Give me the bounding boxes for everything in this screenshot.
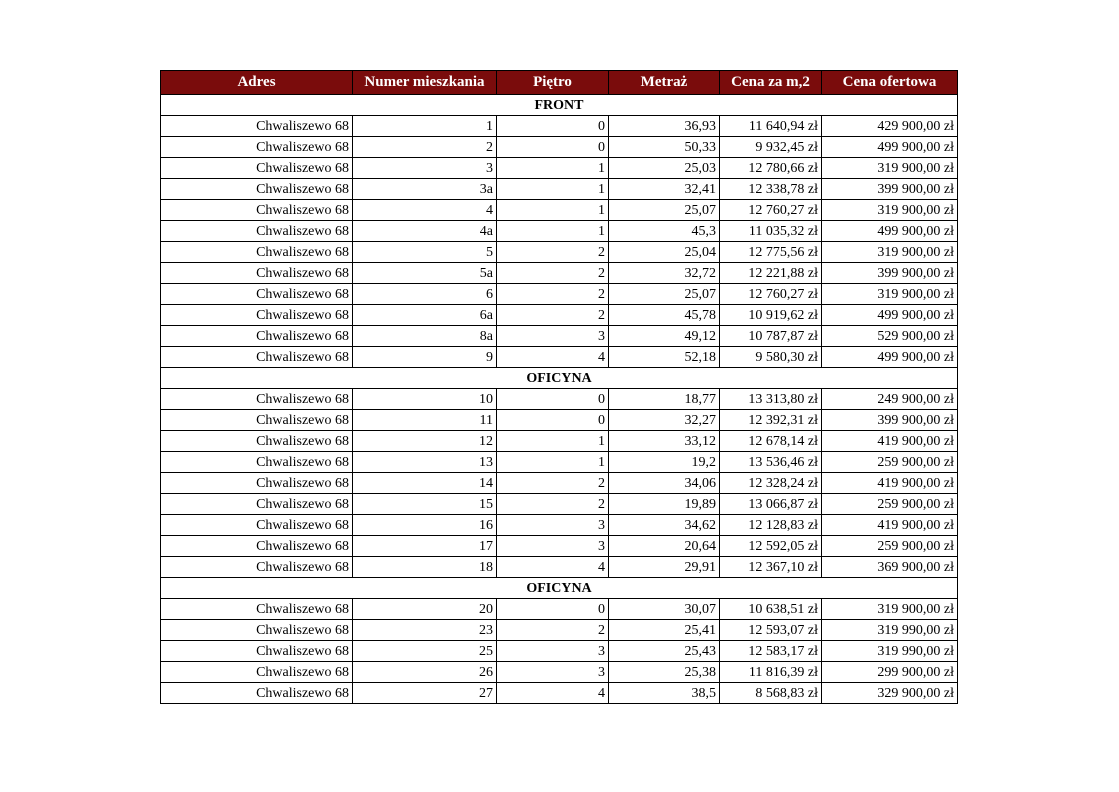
table-row xyxy=(161,557,958,578)
cell-address: Chwaliszewo 68 xyxy=(161,536,353,557)
table-row xyxy=(161,662,958,683)
table-row xyxy=(161,347,958,368)
cell-area: 36,93 xyxy=(609,116,720,137)
cell-apartment-number: 2 xyxy=(353,137,497,158)
cell-address: Chwaliszewo 68 xyxy=(161,452,353,473)
cell-offer-price: 319 900,00 zł xyxy=(822,200,958,221)
cell-area: 34,06 xyxy=(609,473,720,494)
cell-apartment-number: 15 xyxy=(353,494,497,515)
header-price-per-m2: Cena za m,2 xyxy=(720,71,822,95)
cell-address: Chwaliszewo 68 xyxy=(161,515,353,536)
cell-price-per-m2: 9 932,45 zł xyxy=(720,137,822,158)
cell-offer-price: 319 900,00 zł xyxy=(822,158,958,179)
cell-apartment-number: 26 xyxy=(353,662,497,683)
cell-area: 34,62 xyxy=(609,515,720,536)
cell-apartment-number: 17 xyxy=(353,536,497,557)
cell-floor: 0 xyxy=(497,599,609,620)
cell-area: 50,33 xyxy=(609,137,720,158)
cell-price-per-m2: 12 392,31 zł xyxy=(720,410,822,431)
cell-offer-price: 429 900,00 zł xyxy=(822,116,958,137)
cell-floor: 3 xyxy=(497,536,609,557)
table-body xyxy=(161,95,958,704)
cell-apartment-number: 11 xyxy=(353,410,497,431)
cell-area: 19,2 xyxy=(609,452,720,473)
cell-area: 45,78 xyxy=(609,305,720,326)
cell-apartment-number: 25 xyxy=(353,641,497,662)
cell-offer-price: 249 900,00 zł xyxy=(822,389,958,410)
cell-area: 38,5 xyxy=(609,683,720,704)
table-row xyxy=(161,242,958,263)
cell-price-per-m2: 10 919,62 zł xyxy=(720,305,822,326)
cell-floor: 1 xyxy=(497,431,609,452)
table-row xyxy=(161,431,958,452)
cell-apartment-number: 6a xyxy=(353,305,497,326)
cell-offer-price: 319 900,00 zł xyxy=(822,242,958,263)
cell-floor: 3 xyxy=(497,515,609,536)
cell-floor: 0 xyxy=(497,116,609,137)
table-row xyxy=(161,683,958,704)
cell-address: Chwaliszewo 68 xyxy=(161,158,353,179)
cell-address: Chwaliszewo 68 xyxy=(161,473,353,494)
cell-apartment-number: 6 xyxy=(353,284,497,305)
cell-price-per-m2: 12 128,83 zł xyxy=(720,515,822,536)
cell-floor: 0 xyxy=(497,389,609,410)
cell-address: Chwaliszewo 68 xyxy=(161,137,353,158)
table-row xyxy=(161,389,958,410)
cell-offer-price: 299 900,00 zł xyxy=(822,662,958,683)
cell-floor: 2 xyxy=(497,494,609,515)
cell-offer-price: 399 900,00 zł xyxy=(822,410,958,431)
cell-address: Chwaliszewo 68 xyxy=(161,431,353,452)
header-floor: Piętro xyxy=(497,71,609,95)
cell-price-per-m2: 12 760,27 zł xyxy=(720,200,822,221)
cell-apartment-number: 20 xyxy=(353,599,497,620)
cell-offer-price: 499 900,00 zł xyxy=(822,305,958,326)
cell-area: 20,64 xyxy=(609,536,720,557)
cell-address: Chwaliszewo 68 xyxy=(161,683,353,704)
table-row xyxy=(161,200,958,221)
cell-price-per-m2: 12 760,27 zł xyxy=(720,284,822,305)
cell-floor: 2 xyxy=(497,473,609,494)
cell-area: 32,72 xyxy=(609,263,720,284)
table-header-row xyxy=(161,71,958,95)
cell-floor: 1 xyxy=(497,452,609,473)
cell-apartment-number: 8a xyxy=(353,326,497,347)
cell-area: 25,43 xyxy=(609,641,720,662)
table-row xyxy=(161,599,958,620)
cell-area: 25,41 xyxy=(609,620,720,641)
cell-apartment-number: 5a xyxy=(353,263,497,284)
cell-price-per-m2: 13 313,80 zł xyxy=(720,389,822,410)
cell-offer-price: 319 990,00 zł xyxy=(822,641,958,662)
cell-floor: 4 xyxy=(497,683,609,704)
cell-address: Chwaliszewo 68 xyxy=(161,116,353,137)
cell-floor: 2 xyxy=(497,620,609,641)
cell-floor: 2 xyxy=(497,263,609,284)
cell-offer-price: 529 900,00 zł xyxy=(822,326,958,347)
table-row xyxy=(161,410,958,431)
section-title: OFICYNA xyxy=(161,578,958,599)
cell-address: Chwaliszewo 68 xyxy=(161,200,353,221)
table-row xyxy=(161,158,958,179)
header-offer-price: Cena ofertowa xyxy=(822,71,958,95)
cell-price-per-m2: 12 328,24 zł xyxy=(720,473,822,494)
header-address: Adres xyxy=(161,71,353,95)
table-row xyxy=(161,620,958,641)
cell-price-per-m2: 11 640,94 zł xyxy=(720,116,822,137)
cell-address: Chwaliszewo 68 xyxy=(161,599,353,620)
section-title: OFICYNA xyxy=(161,368,958,389)
header-apartment-number: Numer mieszkania xyxy=(353,71,497,95)
cell-offer-price: 419 900,00 zł xyxy=(822,473,958,494)
cell-price-per-m2: 12 367,10 zł xyxy=(720,557,822,578)
cell-offer-price: 419 900,00 zł xyxy=(822,431,958,452)
cell-offer-price: 329 900,00 zł xyxy=(822,683,958,704)
cell-price-per-m2: 11 035,32 zł xyxy=(720,221,822,242)
table-row xyxy=(161,221,958,242)
cell-price-per-m2: 9 580,30 zł xyxy=(720,347,822,368)
cell-address: Chwaliszewo 68 xyxy=(161,389,353,410)
cell-price-per-m2: 12 775,56 zł xyxy=(720,242,822,263)
cell-address: Chwaliszewo 68 xyxy=(161,221,353,242)
cell-floor: 2 xyxy=(497,305,609,326)
cell-address: Chwaliszewo 68 xyxy=(161,410,353,431)
cell-floor: 2 xyxy=(497,242,609,263)
cell-address: Chwaliszewo 68 xyxy=(161,620,353,641)
cell-address: Chwaliszewo 68 xyxy=(161,494,353,515)
cell-offer-price: 399 900,00 zł xyxy=(822,179,958,200)
table-row xyxy=(161,305,958,326)
cell-address: Chwaliszewo 68 xyxy=(161,305,353,326)
cell-price-per-m2: 13 066,87 zł xyxy=(720,494,822,515)
table-row xyxy=(161,494,958,515)
cell-price-per-m2: 12 592,05 zł xyxy=(720,536,822,557)
cell-price-per-m2: 10 638,51 zł xyxy=(720,599,822,620)
cell-offer-price: 319 990,00 zł xyxy=(822,620,958,641)
table-row xyxy=(161,137,958,158)
cell-offer-price: 259 900,00 zł xyxy=(822,536,958,557)
cell-price-per-m2: 12 338,78 zł xyxy=(720,179,822,200)
cell-area: 25,07 xyxy=(609,284,720,305)
cell-address: Chwaliszewo 68 xyxy=(161,284,353,305)
cell-address: Chwaliszewo 68 xyxy=(161,242,353,263)
cell-address: Chwaliszewo 68 xyxy=(161,347,353,368)
table-row xyxy=(161,515,958,536)
cell-price-per-m2: 13 536,46 zł xyxy=(720,452,822,473)
table-row xyxy=(161,326,958,347)
cell-offer-price: 259 900,00 zł xyxy=(822,494,958,515)
cell-apartment-number: 27 xyxy=(353,683,497,704)
table-row xyxy=(161,116,958,137)
cell-apartment-number: 9 xyxy=(353,347,497,368)
cell-apartment-number: 12 xyxy=(353,431,497,452)
cell-apartment-number: 4a xyxy=(353,221,497,242)
cell-floor: 4 xyxy=(497,347,609,368)
section-title: FRONT xyxy=(161,95,958,116)
cell-area: 45,3 xyxy=(609,221,720,242)
cell-address: Chwaliszewo 68 xyxy=(161,263,353,284)
cell-offer-price: 399 900,00 zł xyxy=(822,263,958,284)
cell-offer-price: 499 900,00 zł xyxy=(822,347,958,368)
cell-area: 49,12 xyxy=(609,326,720,347)
table-row xyxy=(161,536,958,557)
cell-price-per-m2: 12 593,07 zł xyxy=(720,620,822,641)
cell-floor: 1 xyxy=(497,179,609,200)
cell-area: 25,07 xyxy=(609,200,720,221)
cell-apartment-number: 4 xyxy=(353,200,497,221)
cell-apartment-number: 18 xyxy=(353,557,497,578)
cell-area: 33,12 xyxy=(609,431,720,452)
table-row xyxy=(161,473,958,494)
cell-apartment-number: 5 xyxy=(353,242,497,263)
cell-address: Chwaliszewo 68 xyxy=(161,557,353,578)
cell-price-per-m2: 12 583,17 zł xyxy=(720,641,822,662)
cell-apartment-number: 1 xyxy=(353,116,497,137)
apartment-price-table xyxy=(160,70,958,704)
cell-price-per-m2: 12 221,88 zł xyxy=(720,263,822,284)
cell-apartment-number: 3a xyxy=(353,179,497,200)
cell-price-per-m2: 11 816,39 zł xyxy=(720,662,822,683)
cell-area: 25,04 xyxy=(609,242,720,263)
cell-address: Chwaliszewo 68 xyxy=(161,179,353,200)
cell-offer-price: 259 900,00 zł xyxy=(822,452,958,473)
cell-address: Chwaliszewo 68 xyxy=(161,662,353,683)
table-row xyxy=(161,263,958,284)
cell-floor: 3 xyxy=(497,326,609,347)
cell-area: 32,41 xyxy=(609,179,720,200)
cell-apartment-number: 14 xyxy=(353,473,497,494)
cell-floor: 1 xyxy=(497,200,609,221)
table-row xyxy=(161,179,958,200)
section-header-row xyxy=(161,368,958,389)
cell-floor: 0 xyxy=(497,137,609,158)
cell-floor: 3 xyxy=(497,662,609,683)
cell-floor: 1 xyxy=(497,221,609,242)
cell-floor: 2 xyxy=(497,284,609,305)
cell-apartment-number: 10 xyxy=(353,389,497,410)
table-row xyxy=(161,284,958,305)
header-area: Metraż xyxy=(609,71,720,95)
cell-area: 30,07 xyxy=(609,599,720,620)
cell-area: 19,89 xyxy=(609,494,720,515)
cell-address: Chwaliszewo 68 xyxy=(161,641,353,662)
cell-price-per-m2: 10 787,87 zł xyxy=(720,326,822,347)
cell-offer-price: 369 900,00 zł xyxy=(822,557,958,578)
cell-area: 25,03 xyxy=(609,158,720,179)
cell-area: 25,38 xyxy=(609,662,720,683)
cell-floor: 4 xyxy=(497,557,609,578)
cell-address: Chwaliszewo 68 xyxy=(161,326,353,347)
cell-apartment-number: 13 xyxy=(353,452,497,473)
cell-area: 29,91 xyxy=(609,557,720,578)
cell-floor: 3 xyxy=(497,641,609,662)
cell-price-per-m2: 8 568,83 zł xyxy=(720,683,822,704)
cell-offer-price: 499 900,00 zł xyxy=(822,221,958,242)
cell-offer-price: 319 900,00 zł xyxy=(822,284,958,305)
cell-apartment-number: 23 xyxy=(353,620,497,641)
cell-offer-price: 499 900,00 zł xyxy=(822,137,958,158)
cell-area: 32,27 xyxy=(609,410,720,431)
section-header-row xyxy=(161,95,958,116)
section-header-row xyxy=(161,578,958,599)
cell-price-per-m2: 12 678,14 zł xyxy=(720,431,822,452)
cell-area: 52,18 xyxy=(609,347,720,368)
table-row xyxy=(161,641,958,662)
cell-offer-price: 419 900,00 zł xyxy=(822,515,958,536)
cell-apartment-number: 3 xyxy=(353,158,497,179)
cell-floor: 1 xyxy=(497,158,609,179)
cell-floor: 0 xyxy=(497,410,609,431)
cell-offer-price: 319 900,00 zł xyxy=(822,599,958,620)
table-row xyxy=(161,452,958,473)
cell-apartment-number: 16 xyxy=(353,515,497,536)
cell-area: 18,77 xyxy=(609,389,720,410)
cell-price-per-m2: 12 780,66 zł xyxy=(720,158,822,179)
